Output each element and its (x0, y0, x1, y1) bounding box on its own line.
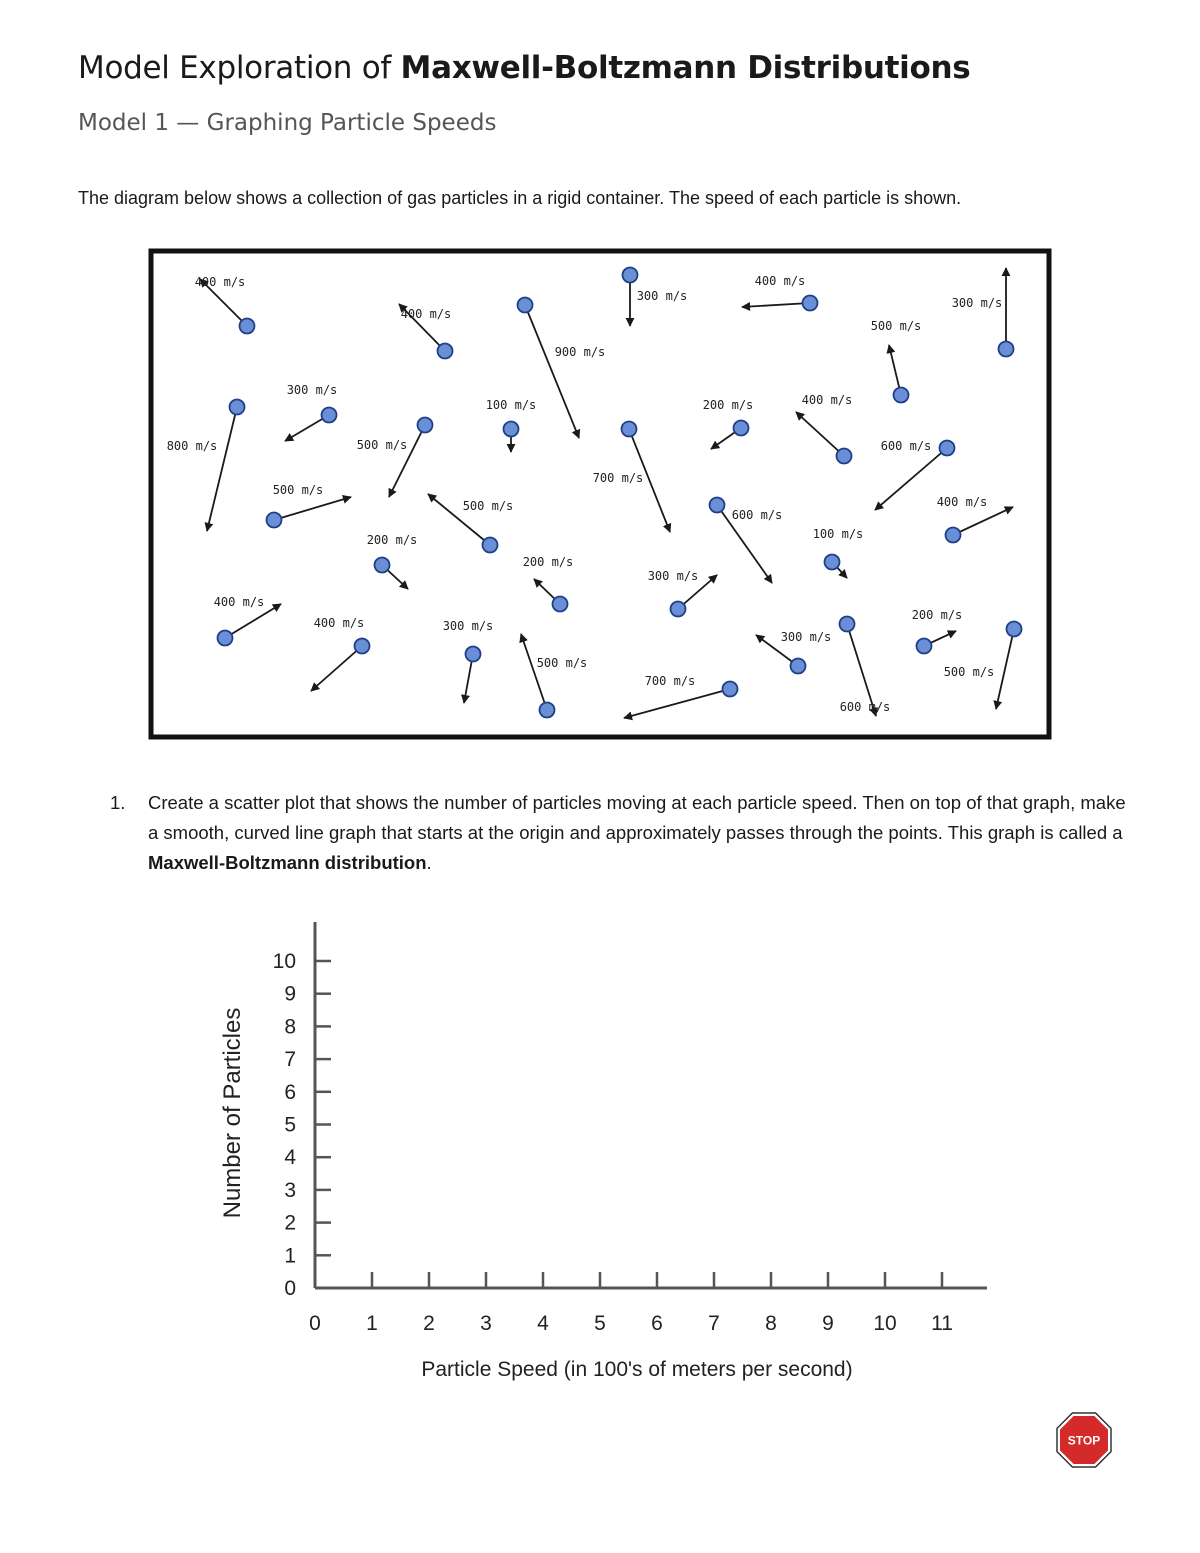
y-axis-label: Number of Particles (219, 1007, 246, 1219)
x-tick-label: 1 (366, 1312, 378, 1335)
question-number: 1. (110, 792, 126, 813)
speed-label: 200 m/s (702, 398, 754, 412)
speed-label: 800 m/s (166, 439, 218, 453)
y-tick-label: 10 (272, 950, 296, 973)
gas-particle (504, 422, 519, 437)
intro-text: The diagram below shows a collection of gas particles in a rigid container. The speed of each particle is shown. (78, 188, 962, 208)
speed-label: 400 m/s (936, 495, 988, 509)
question-text (148, 788, 1130, 878)
gas-particle (946, 528, 961, 543)
gas-particle (734, 421, 749, 436)
speed-label: 100 m/s (812, 527, 864, 541)
question-term: Maxwell-Boltzmann distribution (148, 852, 427, 873)
speed-label: 500 m/s (870, 319, 922, 333)
speed-label: 200 m/s (911, 608, 963, 622)
gas-particle (917, 639, 932, 654)
gas-particle (218, 631, 233, 646)
x-tick-label: 11 (931, 1312, 953, 1335)
gas-particle (622, 422, 637, 437)
gas-particle (999, 342, 1014, 357)
speed-label: 500 m/s (943, 665, 995, 679)
y-tick-label: 8 (284, 1015, 296, 1039)
gas-particle (803, 296, 818, 311)
gas-particle (267, 513, 282, 528)
speed-label: 400 m/s (754, 274, 806, 288)
speed-label: 300 m/s (780, 630, 832, 644)
speed-label: 700 m/s (644, 674, 696, 688)
gas-particle (438, 344, 453, 359)
gas-particle (483, 538, 498, 553)
x-tick-label: 10 (873, 1312, 897, 1335)
speed-label: 500 m/s (462, 499, 514, 513)
gas-particle (322, 408, 337, 423)
speed-label: 900 m/s (554, 345, 606, 359)
speed-label: 600 m/s (880, 439, 932, 453)
speed-label: 700 m/s (592, 471, 644, 485)
speed-label: 400 m/s (400, 307, 452, 321)
speed-label: 400 m/s (313, 616, 365, 630)
x-tick-label: 0 (309, 1312, 321, 1335)
speed-label: 600 m/s (839, 700, 891, 714)
gas-particle (837, 449, 852, 464)
gas-particle (540, 703, 555, 718)
y-tick-label: 3 (284, 1178, 296, 1202)
question-text-start: Create a scatter plot that shows the number of particles moving at each particle speed. Then on top of that graph, make a smooth, curved line graph that starts at the origin and approximately passes through the points. This graph is called a (148, 792, 1126, 843)
stop-label: STOP (1067, 1433, 1101, 1448)
gas-particle (375, 558, 390, 573)
y-tick-label: 5 (284, 1113, 296, 1137)
x-tick-label: 2 (423, 1312, 435, 1335)
title-bold: Maxwell-Boltzmann Distributions (400, 50, 971, 86)
graph-axes (273, 922, 987, 1335)
gas-particle (418, 418, 433, 433)
x-tick-label: 9 (822, 1312, 834, 1335)
speed-label: 300 m/s (647, 569, 699, 583)
x-tick-label: 5 (594, 1312, 606, 1335)
y-tick-label: 1 (284, 1244, 296, 1268)
y-tick-label: 7 (284, 1048, 296, 1072)
speed-label: 400 m/s (801, 393, 853, 407)
gas-particle (840, 617, 855, 632)
answer-graph[interactable] (200, 910, 1000, 1390)
speed-label: 200 m/s (522, 555, 574, 569)
gas-particle (466, 647, 481, 662)
x-tick-label: 3 (480, 1312, 492, 1335)
page-title (78, 50, 970, 86)
speed-label: 400 m/s (194, 275, 246, 289)
gas-particle (623, 268, 638, 283)
gas-particle (671, 602, 686, 617)
gas-particle (894, 388, 909, 403)
gas-particle (518, 298, 533, 313)
y-tick-label: 4 (284, 1146, 296, 1170)
speed-label: 300 m/s (286, 383, 338, 397)
gas-particle (710, 498, 725, 513)
speed-label: 100 m/s (485, 398, 537, 412)
x-axis-label: Particle Speed (in 100's of meters per second) (421, 1358, 853, 1381)
question-1 (110, 788, 1130, 878)
x-tick-label: 8 (765, 1312, 777, 1335)
stop-sign (1056, 1412, 1112, 1468)
x-tick-label: 6 (651, 1312, 663, 1335)
speed-label: 300 m/s (442, 619, 494, 633)
x-tick-label: 7 (708, 1312, 720, 1335)
gas-particle (240, 319, 255, 334)
gas-particle (791, 659, 806, 674)
speed-label: 300 m/s (951, 296, 1003, 310)
y-tick-label: 9 (284, 982, 296, 1006)
gas-particle (825, 555, 840, 570)
speed-label: 500 m/s (536, 656, 588, 670)
y-tick-label: 0 (284, 1277, 296, 1300)
x-tick-label: 4 (537, 1312, 549, 1335)
gas-particle (723, 682, 738, 697)
title-prefix: Model Exploration of (78, 50, 401, 86)
question-text-end: . (426, 852, 432, 873)
speed-label: 500 m/s (356, 438, 408, 452)
speed-label: 400 m/s (213, 595, 265, 609)
gas-particle (553, 597, 568, 612)
gas-particle (230, 400, 245, 415)
gas-particle (355, 639, 370, 654)
gas-particle (940, 441, 955, 456)
speed-label: 200 m/s (366, 533, 418, 547)
particle-container-diagram (148, 248, 1052, 740)
gas-particle (1007, 622, 1022, 637)
y-tick-label: 6 (284, 1080, 296, 1104)
speed-label: 500 m/s (272, 483, 324, 497)
speed-label: 300 m/s (636, 289, 688, 303)
speed-label: 600 m/s (731, 508, 783, 522)
page-subtitle: Model 1 — Graphing Particle Speeds (78, 110, 497, 136)
y-tick-label: 2 (284, 1211, 296, 1235)
